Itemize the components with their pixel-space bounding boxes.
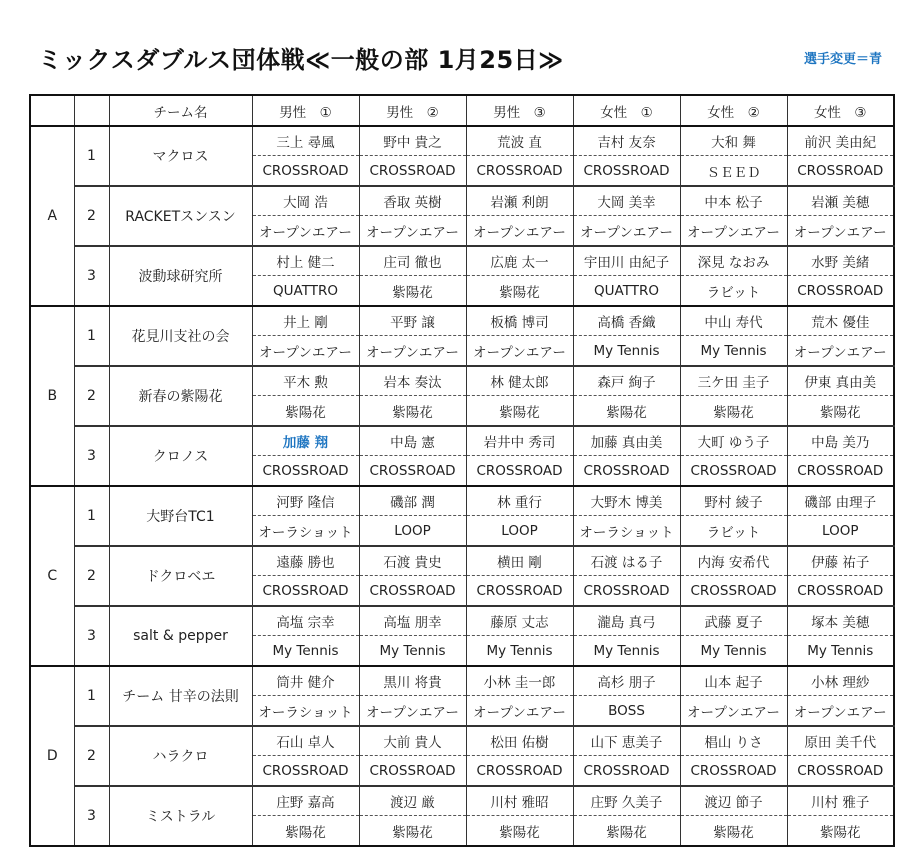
player-name: 加藤 真由美	[573, 426, 680, 456]
header-cell-empty	[30, 95, 74, 126]
player-name: 香取 英樹	[359, 186, 466, 216]
team-name: ドクロベエ	[109, 546, 252, 606]
player-name: 庄野 嘉高	[252, 786, 359, 816]
player-club: 紫陽花	[359, 816, 466, 847]
player-name: 村上 健二	[252, 246, 359, 276]
player-name: 川村 雅昭	[466, 786, 573, 816]
player-club: CROSSROAD	[680, 756, 787, 787]
player-club: 紫陽花	[466, 276, 573, 307]
team-number: 3	[74, 786, 109, 846]
column-header: 女性 ③	[787, 95, 894, 126]
player-club: 紫陽花	[466, 816, 573, 847]
team-player-row	[30, 606, 894, 636]
team-player-row	[30, 366, 894, 396]
player-name: 大前 貴人	[359, 726, 466, 756]
player-name: 中本 松子	[680, 186, 787, 216]
player-club: CROSSROAD	[252, 456, 359, 487]
player-club: My Tennis	[680, 336, 787, 367]
player-name: 中島 憲	[359, 426, 466, 456]
player-club: 紫陽花	[787, 396, 894, 427]
player-club: オープンエアー	[359, 336, 466, 367]
player-name: 水野 美緒	[787, 246, 894, 276]
player-name: 深見 なおみ	[680, 246, 787, 276]
player-name: 岩井中 秀司	[466, 426, 573, 456]
player-club: My Tennis	[680, 636, 787, 667]
team-name: 波動球研究所	[109, 246, 252, 306]
player-club: オープンエアー	[466, 216, 573, 247]
player-name: 大町 ゆう子	[680, 426, 787, 456]
player-name: 板橋 博司	[466, 306, 573, 336]
player-club: QUATTRO	[573, 276, 680, 307]
player-name: 大岡 浩	[252, 186, 359, 216]
player-name: 宇田川 由紀子	[573, 246, 680, 276]
player-club: CROSSROAD	[466, 756, 573, 787]
column-header: 女性 ②	[680, 95, 787, 126]
player-club: ラビット	[680, 516, 787, 547]
player-club: BOSS	[573, 696, 680, 727]
team-number: 2	[74, 366, 109, 426]
team-number: 1	[74, 666, 109, 726]
player-name: 武藤 夏子	[680, 606, 787, 636]
player-club: CROSSROAD	[359, 756, 466, 787]
player-name: 広鹿 太一	[466, 246, 573, 276]
player-name: 磯部 潤	[359, 486, 466, 516]
player-club: LOOP	[359, 516, 466, 547]
player-name: 松田 佑樹	[466, 726, 573, 756]
player-name: 三上 尋風	[252, 126, 359, 156]
player-club: CROSSROAD	[787, 456, 894, 487]
group-label: C	[30, 486, 74, 666]
player-club: CROSSROAD	[252, 156, 359, 187]
player-club: CROSSROAD	[466, 576, 573, 607]
team-number: 3	[74, 246, 109, 306]
team-player-row	[30, 306, 894, 336]
player-club: CROSSROAD	[359, 156, 466, 187]
player-name: 内海 安希代	[680, 546, 787, 576]
player-club: CROSSROAD	[787, 276, 894, 307]
player-club: ラビット	[680, 276, 787, 307]
player-name: 小林 理紗	[787, 666, 894, 696]
column-header: 女性 ①	[573, 95, 680, 126]
player-club: 紫陽花	[359, 396, 466, 427]
player-club: My Tennis	[573, 636, 680, 667]
player-name: 庄野 久美子	[573, 786, 680, 816]
player-name: 平木 勲	[252, 366, 359, 396]
player-name: 山本 起子	[680, 666, 787, 696]
player-club: オープンエアー	[252, 336, 359, 367]
player-name: 高橋 香織	[573, 306, 680, 336]
team-number: 1	[74, 486, 109, 546]
player-name: 三ケ田 圭子	[680, 366, 787, 396]
player-club: CROSSROAD	[680, 576, 787, 607]
player-club: CROSSROAD	[787, 756, 894, 787]
column-header: 男性 ③	[466, 95, 573, 126]
legend-note: 選手変更＝青	[803, 52, 882, 67]
team-name: チーム 甘辛の法則	[109, 666, 252, 726]
player-club: 紫陽花	[573, 816, 680, 847]
team-player-row	[30, 186, 894, 216]
team-number: 2	[74, 546, 109, 606]
team-number: 2	[74, 186, 109, 246]
player-club: My Tennis	[252, 636, 359, 667]
player-name: 石渡 はる子	[573, 546, 680, 576]
player-name: 大野木 博美	[573, 486, 680, 516]
player-club: オーラショット	[573, 516, 680, 547]
player-club: ＳＥＥＤ	[680, 156, 787, 187]
player-name: 石渡 貴史	[359, 546, 466, 576]
team-name: 新春の紫陽花	[109, 366, 252, 426]
player-name: 黒川 将貴	[359, 666, 466, 696]
player-club: CROSSROAD	[252, 576, 359, 607]
player-club: My Tennis	[787, 636, 894, 667]
player-name: 河野 隆信	[252, 486, 359, 516]
team-player-row	[30, 666, 894, 696]
player-club: CROSSROAD	[466, 456, 573, 487]
player-name: 井上 剛	[252, 306, 359, 336]
player-club: オーラショット	[252, 516, 359, 547]
player-name: 遠藤 勝也	[252, 546, 359, 576]
player-name: 磯部 由理子	[787, 486, 894, 516]
player-name: 岩瀬 利朗	[466, 186, 573, 216]
player-club: オープンエアー	[359, 696, 466, 727]
group-label: D	[30, 666, 74, 846]
team-player-row	[30, 726, 894, 756]
player-club: 紫陽花	[680, 816, 787, 847]
player-name: 吉村 友奈	[573, 126, 680, 156]
player-club: CROSSROAD	[466, 156, 573, 187]
team-player-row	[30, 426, 894, 456]
player-name: 渡辺 節子	[680, 786, 787, 816]
group-label: B	[30, 306, 74, 486]
player-club: CROSSROAD	[787, 156, 894, 187]
player-club: オープンエアー	[252, 216, 359, 247]
player-name: 山下 恵美子	[573, 726, 680, 756]
player-club: オープンエアー	[359, 216, 466, 247]
player-club: オープンエアー	[466, 696, 573, 727]
player-club: 紫陽花	[252, 396, 359, 427]
group-label: A	[30, 126, 74, 306]
player-name: 荒波 直	[466, 126, 573, 156]
team-number: 3	[74, 426, 109, 486]
player-club: オープンエアー	[680, 696, 787, 727]
team-number: 3	[74, 606, 109, 666]
player-name: 川村 雅子	[787, 786, 894, 816]
player-club: CROSSROAD	[573, 156, 680, 187]
player-club: My Tennis	[466, 636, 573, 667]
player-name: 小林 圭一郎	[466, 666, 573, 696]
team-name: クロノス	[109, 426, 252, 486]
team-player-row	[30, 546, 894, 576]
player-club: 紫陽花	[680, 396, 787, 427]
player-name: 前沢 美由紀	[787, 126, 894, 156]
team-name: RACKETスンスン	[109, 186, 252, 246]
player-name: 原田 美千代	[787, 726, 894, 756]
player-club: オーラショット	[252, 696, 359, 727]
player-club: オープンエアー	[573, 216, 680, 247]
player-club: LOOP	[787, 516, 894, 547]
player-name: 筒井 健介	[252, 666, 359, 696]
player-name: 伊藤 祐子	[787, 546, 894, 576]
player-club: 紫陽花	[787, 816, 894, 847]
player-name: 平野 譲	[359, 306, 466, 336]
team-number: 2	[74, 726, 109, 786]
player-name: 野村 綾子	[680, 486, 787, 516]
team-name: マクロス	[109, 126, 252, 186]
player-name: 森戸 絢子	[573, 366, 680, 396]
player-name: 大和 舞	[680, 126, 787, 156]
player-name: 野中 貴之	[359, 126, 466, 156]
player-club: オープンエアー	[680, 216, 787, 247]
player-name: 横田 剛	[466, 546, 573, 576]
team-name: salt & pepper	[109, 606, 252, 666]
player-name: 瀧島 真弓	[573, 606, 680, 636]
player-club: CROSSROAD	[573, 576, 680, 607]
column-header: 男性 ②	[359, 95, 466, 126]
player-club: CROSSROAD	[573, 456, 680, 487]
player-club: QUATTRO	[252, 276, 359, 307]
team-name: 花見川支社の会	[109, 306, 252, 366]
team-player-row	[30, 486, 894, 516]
player-name: 高塩 朋幸	[359, 606, 466, 636]
player-club: CROSSROAD	[359, 576, 466, 607]
player-club: オープンエアー	[787, 696, 894, 727]
player-name: 藤原 丈志	[466, 606, 573, 636]
player-name: 塚本 美穂	[787, 606, 894, 636]
player-club: オープンエアー	[466, 336, 573, 367]
column-header: 男性 ①	[252, 95, 359, 126]
team-number: 1	[74, 306, 109, 366]
player-club: 紫陽花	[252, 816, 359, 847]
player-club: 紫陽花	[466, 396, 573, 427]
team-name: 大野台TC1	[109, 486, 252, 546]
player-name: 林 健太郎	[466, 366, 573, 396]
team-name: ミストラル	[109, 786, 252, 846]
player-name: 高塩 宗幸	[252, 606, 359, 636]
player-club: CROSSROAD	[359, 456, 466, 487]
player-club: CROSSROAD	[680, 456, 787, 487]
team-player-row	[30, 786, 894, 816]
player-club: オープンエアー	[787, 216, 894, 247]
roster-table	[29, 94, 895, 847]
player-club: LOOP	[466, 516, 573, 547]
team-player-row	[30, 246, 894, 276]
team-name: ハラクロ	[109, 726, 252, 786]
player-name: 林 重行	[466, 486, 573, 516]
player-name: 岩瀬 美穂	[787, 186, 894, 216]
column-header: チーム名	[109, 95, 252, 126]
player-name: 伊東 真由美	[787, 366, 894, 396]
header-row	[30, 95, 894, 126]
player-club: My Tennis	[573, 336, 680, 367]
player-club: CROSSROAD	[252, 756, 359, 787]
player-club: CROSSROAD	[787, 576, 894, 607]
player-name: 加藤 翔	[252, 426, 359, 456]
player-club: CROSSROAD	[573, 756, 680, 787]
player-name: 荒木 優佳	[787, 306, 894, 336]
player-club: My Tennis	[359, 636, 466, 667]
player-name: 中島 美乃	[787, 426, 894, 456]
player-club: 紫陽花	[573, 396, 680, 427]
page-title: ミックスダブルス団体戦≪一般の部 1月25日≫	[38, 46, 564, 74]
player-club: 紫陽花	[359, 276, 466, 307]
player-name: 椙山 りさ	[680, 726, 787, 756]
player-name: 高杉 朋子	[573, 666, 680, 696]
team-player-row	[30, 126, 894, 156]
team-number: 1	[74, 126, 109, 186]
player-name: 渡辺 厳	[359, 786, 466, 816]
player-name: 中山 寿代	[680, 306, 787, 336]
player-name: 庄司 徹也	[359, 246, 466, 276]
header-cell-empty	[74, 95, 109, 126]
player-club: オープンエアー	[787, 336, 894, 367]
player-name: 岩本 奏汰	[359, 366, 466, 396]
player-name: 石山 卓人	[252, 726, 359, 756]
player-name: 大岡 美幸	[573, 186, 680, 216]
